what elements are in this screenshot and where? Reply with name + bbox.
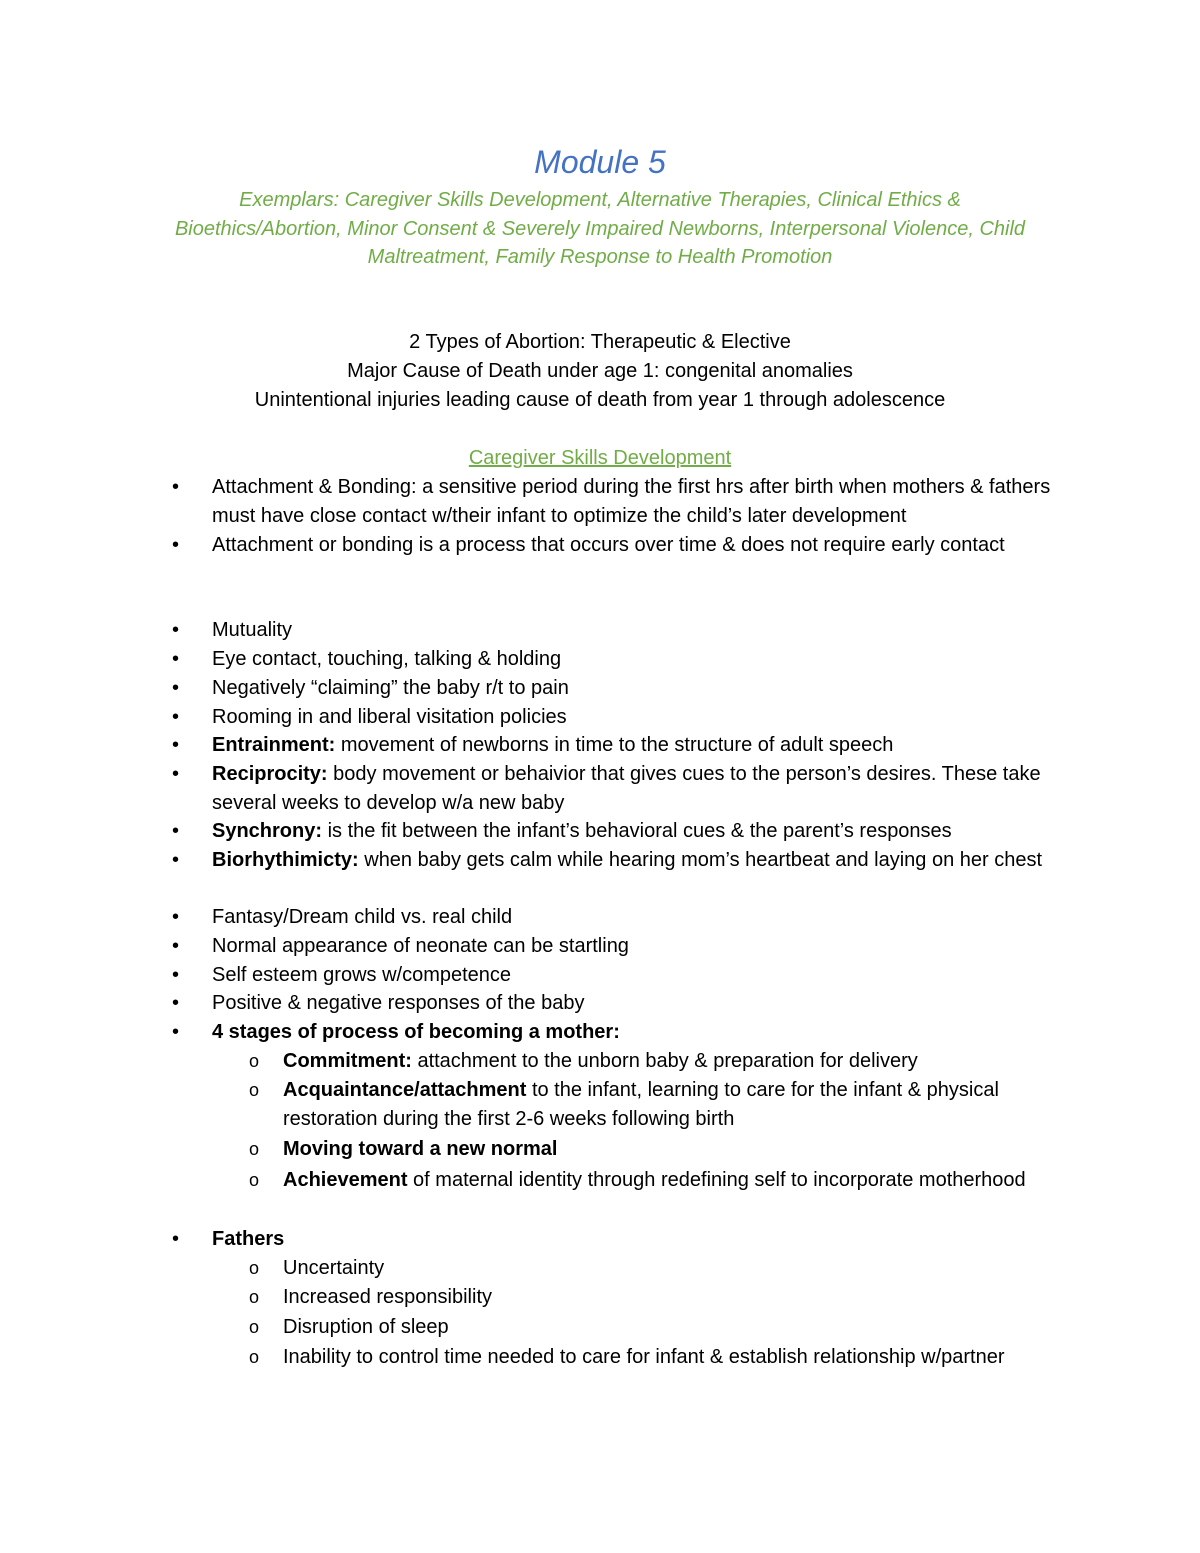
sub-list-item [249,1283,1073,1312]
term-label: Achievement [283,1169,408,1191]
key-facts [0,328,1200,415]
bullet-icon: • [172,849,180,871]
bullet-icon: • [172,1021,180,1043]
bullet-icon: • [172,534,180,556]
list-item-text: to the infant, learning to care for the infant & physical restoration during the first 2-6 weeks following birth [283,1079,999,1130]
bullet-icon: • [172,964,180,986]
term-label: Synchrony: [212,820,323,842]
list-item-text: Rooming in and liberal visitation policies [212,706,567,728]
sub-bullet-icon: o [249,1170,260,1190]
list-item [172,645,1072,674]
exemplars-line: Bioethics/Abortion, Minor Consent & Severely Impaired Newborns, Interpersonal Violence, Child [174,217,1026,240]
list-item [172,616,1072,645]
list-item [172,731,1072,760]
section-heading: Caregiver Skills Development [468,447,732,469]
fact-line: 2 Types of Abortion: Therapeutic & Elective [409,331,791,353]
sub-list-item [249,1313,1073,1342]
sub-list-item [249,1135,1073,1164]
term-label: 4 stages of process of becoming a mother: [212,1021,620,1043]
list-item-text: Uncertainty [283,1257,385,1279]
bullet-icon: • [172,648,180,670]
sub-list-item [249,1343,1073,1372]
sub-list-item [249,1076,1073,1134]
bullet-icon: • [172,619,180,641]
list-item-text: attachment to the unborn baby & preparation for delivery [411,1050,918,1072]
bullet-icon: • [172,763,180,785]
list-item-text: movement of newborns in time to the structure of adult speech [335,734,894,756]
sub-bullet-icon: o [249,1287,260,1307]
list-item-text: of maternal identity through redefining self to incorporate motherhood [407,1169,1026,1191]
sub-bullet-icon: o [249,1080,260,1100]
fact-line: Unintentional injuries leading cause of death from year 1 through adolescence [254,389,946,411]
bullet-icon: • [172,677,180,699]
bullet-icon: • [172,706,180,728]
list-item-text: Fantasy/Dream child vs. real child [212,906,513,928]
list-item-text: when baby gets calm while hearing mom’s heartbeat and laying on her chest [358,849,1043,871]
sub-bullet-icon: o [249,1051,260,1071]
exemplars-line: Maltreatment, Family Response to Health Promotion [367,246,833,268]
sub-bullet-icon: o [249,1317,260,1337]
exemplars-subtitle [130,186,1070,272]
list-item [172,473,1072,531]
list-item-text: Attachment or bonding is a process that occurs over time & does not require early contact [212,534,1005,556]
sub-bullet-icon: o [249,1139,260,1159]
sub-list-item [249,1047,1073,1076]
list-item-text: Positive & negative responses of the baby [212,992,585,1014]
term-label: Biorhythimicty: [212,849,359,871]
list-item-text: Mutuality [212,619,293,641]
list-item-text: Disruption of sleep [283,1316,449,1338]
list-item-text: is the fit between the infant’s behavioral cues & the parent’s responses [322,820,952,842]
term-label: Entrainment: [212,734,336,756]
fact-line: Major Cause of Death under age 1: congenital anomalies [347,360,853,382]
list-item-text: Normal appearance of neonate can be startling [212,935,629,957]
list-item [172,1225,1072,1254]
sub-bullet-icon: o [249,1258,260,1278]
page-title: Module 5 [534,144,666,180]
list-item [172,932,1072,961]
bullet-icon: • [172,820,180,842]
bullet-icon: • [172,734,180,756]
sub-list-item [249,1254,1073,1283]
list-item [172,817,1072,846]
list-item [172,1018,1072,1047]
term-label: Commitment: [283,1050,412,1072]
term-label: Fathers [212,1228,285,1250]
list-item [172,531,1072,560]
sub-bullet-icon: o [249,1347,260,1367]
list-item-text: Negatively “claiming” the baby r/t to pain [212,677,569,699]
bullet-icon: • [172,1228,180,1250]
bullet-icon: • [172,906,180,928]
list-item [172,703,1072,732]
list-item-text: Inability to control time needed to care for infant & establish relationship w/partner [283,1346,1005,1368]
list-item-text: Increased responsibility [283,1286,492,1308]
list-item [172,760,1072,818]
list-item-text: Eye contact, touching, talking & holding [212,648,562,670]
term-label: Moving toward a new normal [283,1138,558,1160]
term-label: Reciprocity: [212,763,328,785]
list-item [172,846,1072,875]
list-item [172,903,1072,932]
list-item-text: Self esteem grows w/competence [212,964,512,986]
list-item [172,961,1072,990]
bullet-icon: • [172,992,180,1014]
list-item [172,674,1072,703]
bullet-icon: • [172,935,180,957]
exemplars-line: Exemplars: Caregiver Skills Development, Alternative Therapies, Clinical Ethics & [239,189,961,211]
bullet-icon: • [172,476,180,498]
list-item-text: body movement or behaivior that gives cues to the person’s desires. These take several weeks to develop w/a new baby [212,763,1041,814]
term-label: Acquaintance/attachment [283,1079,527,1101]
list-item-text: Attachment & Bonding: a sensitive period during the first hrs after birth when mothers & fathers must have close contact w/their infant to optimize the child’s later development [212,476,1051,527]
sub-list-item [249,1166,1073,1195]
list-item [172,989,1072,1018]
